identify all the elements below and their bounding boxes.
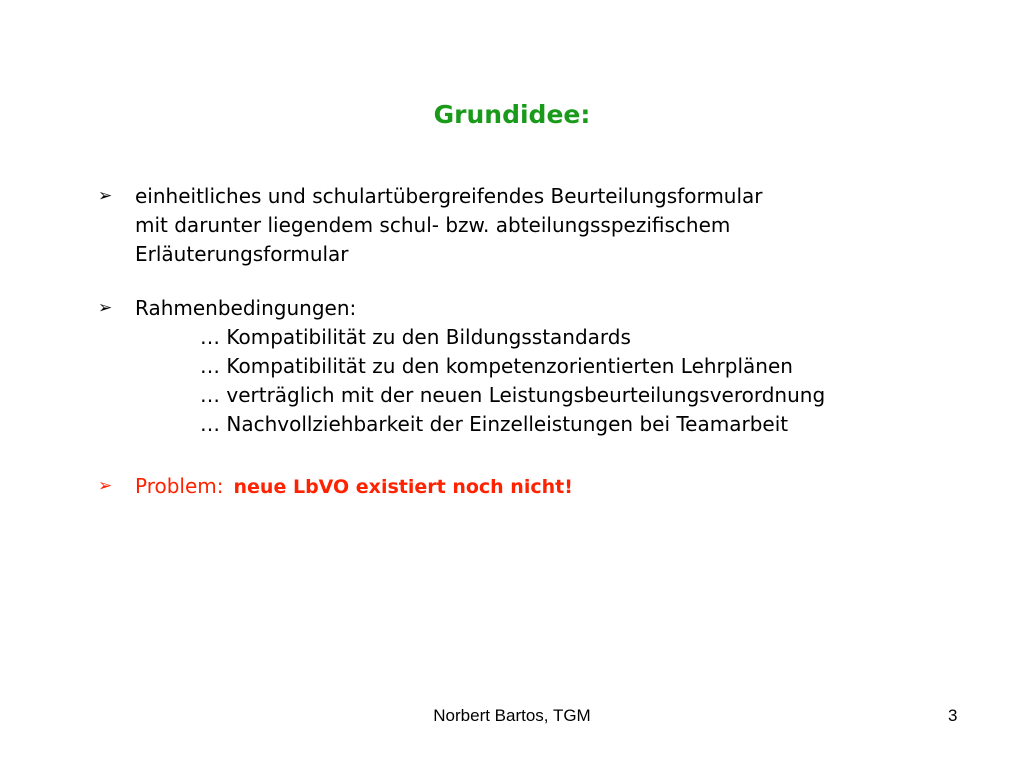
arrow-bullet-icon: ➢ <box>98 186 113 206</box>
bullet-text-1 <box>135 182 763 269</box>
arrow-bullet-icon: ➢ <box>98 476 113 496</box>
bullet-text-2 <box>135 294 825 439</box>
slide-title: Grundidee: <box>433 100 591 129</box>
bullet-1-line-3: Erläuterungsformular <box>135 242 349 266</box>
problem-text <box>135 472 573 502</box>
sub-item-3: … verträglich mit der neuen Leistungsbeurteilungsverordnung <box>200 383 826 407</box>
sub-item-4: … Nachvollziehbarkeit der Einzelleistungen bei Teamarbeit <box>200 412 789 436</box>
page-number: 3 <box>948 706 958 725</box>
bullet-2-line-1: Rahmenbedingungen: <box>135 296 357 320</box>
bullet-1-line-1: einheitliches und schulartübergreifendes Beurteilungsformular <box>135 184 763 208</box>
footer-author: Norbert Bartos, TGM <box>433 706 591 725</box>
sub-item-1: … Kompatibilität zu den Bildungsstandards <box>200 325 631 349</box>
arrow-bullet-icon: ➢ <box>98 298 113 318</box>
problem-label: Problem: <box>135 474 224 498</box>
sub-item-2: … Kompatibilität zu den kompetenzorientierten Lehrplänen <box>200 354 793 378</box>
problem-emphasis: neue LbVO existiert noch nicht! <box>233 476 573 498</box>
bullet-1-line-2: mit darunter liegendem schul- bzw. abteilungsspezifischem <box>135 213 731 237</box>
